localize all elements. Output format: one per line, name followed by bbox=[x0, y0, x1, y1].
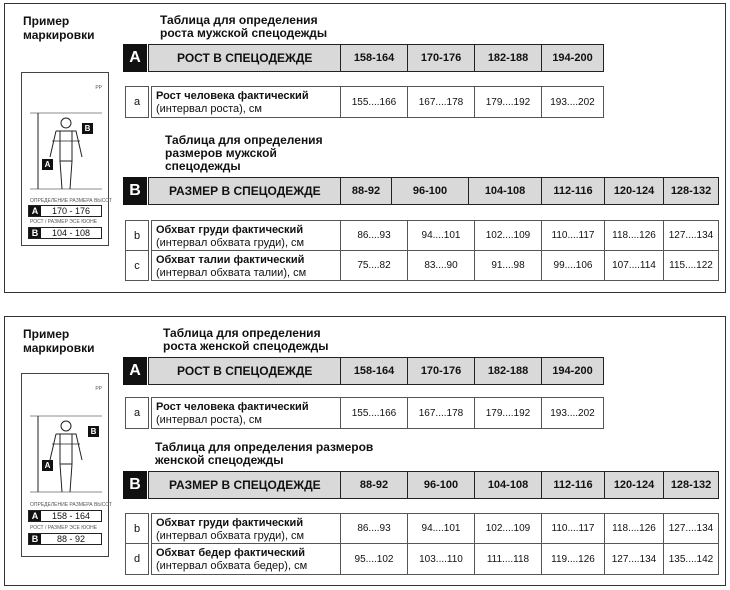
women-size-row-2-cell-1: 95....102 bbox=[340, 543, 408, 575]
women-size-key-badge: B bbox=[123, 471, 147, 499]
women-height-header-3: 182-188 bbox=[474, 357, 542, 385]
women-height-header-label bbox=[148, 357, 341, 385]
men-size-header-5: 120-124 bbox=[604, 177, 664, 205]
men-size-row-2-cell-5: 107....114 bbox=[604, 250, 664, 281]
men-size-header-3: 104-108 bbox=[468, 177, 542, 205]
women-size-header-text: РАЗМЕР В СПЕЦОДЕЖДЕ bbox=[169, 478, 321, 492]
men-height-row-label-note: (интервал роста), см bbox=[156, 103, 262, 115]
women-size-row-1-cell-3: 102....109 bbox=[474, 513, 542, 544]
men-height-header-label bbox=[148, 44, 341, 72]
women-tag-size-value: 88 - 92 bbox=[56, 534, 86, 544]
men-size-row-1-label-bold: Обхват груди фактический bbox=[156, 224, 304, 236]
women-size-row-2-cell-6: 135....142 bbox=[663, 543, 719, 575]
women-height-row-label-note: (интервал роста), см bbox=[156, 414, 262, 426]
women-height-row-label-bold: Рост человека фактический bbox=[156, 401, 309, 413]
women-size-header-1: 88-92 bbox=[340, 471, 408, 499]
women-size-header-label bbox=[148, 471, 341, 499]
women-tag-text-1: ОПРЕДЕЛЕНИЕ РАЗМЕРА ВЫСОТ bbox=[30, 502, 113, 508]
men-size-row-1-label bbox=[151, 220, 341, 251]
women-figure-badge-a: A bbox=[42, 460, 53, 471]
men-tag-height-value: 170 - 176 bbox=[51, 206, 91, 216]
women-tag-height-key: A bbox=[29, 511, 41, 521]
men-size-row-2-label-bold: Обхват талии фактический bbox=[156, 254, 305, 266]
men-size-row-1-cell-2: 94....101 bbox=[407, 220, 475, 251]
men-tag-size-value: 104 - 108 bbox=[51, 228, 91, 238]
men-size-row-2-cell-3: 91....98 bbox=[474, 250, 542, 281]
women-height-header-text: РОСТ В СПЕЦОДЕЖДЕ bbox=[177, 364, 313, 378]
women-tag-height-row bbox=[28, 510, 102, 522]
women-tag-text-2: РОСТ / РАЗМЕР ЭСЕ ЮОНЕ bbox=[30, 525, 98, 531]
men-size-row-1-cell-6: 127....134 bbox=[663, 220, 719, 251]
men-size-row-2-cell-6: 115....122 bbox=[663, 250, 719, 281]
men-height-cell-1: 155....166 bbox=[340, 86, 408, 118]
men-size-row-1-cell-1: 86....93 bbox=[340, 220, 408, 251]
women-size-row-2-key: d bbox=[125, 543, 149, 575]
men-tag-height-row bbox=[28, 205, 102, 217]
women-size-table-title: Таблица для определения размеров женской спецодежды bbox=[155, 440, 374, 467]
men-tag-height-key: A bbox=[29, 206, 41, 216]
women-height-row-key: a bbox=[125, 397, 149, 429]
men-size-row-1-cell-3: 102....109 bbox=[474, 220, 542, 251]
men-size-row-2-key: c bbox=[125, 250, 149, 281]
men-size-panel bbox=[4, 3, 726, 293]
men-tag-size-row bbox=[28, 227, 102, 239]
women-size-header-2: 96-100 bbox=[407, 471, 475, 499]
women-size-row-1-cell-5: 118....126 bbox=[604, 513, 664, 544]
women-figure-badge-b: B bbox=[88, 426, 99, 437]
men-height-header-text: РОСТ В СПЕЦОДЕЖДЕ bbox=[177, 51, 313, 65]
men-size-row-2-cell-1: 75....82 bbox=[340, 250, 408, 281]
women-size-row-1-label bbox=[151, 513, 341, 544]
women-size-row-2-cell-3: 111....118 bbox=[474, 543, 542, 575]
women-size-row-1-key: b bbox=[125, 513, 149, 544]
men-tag-text-1: ОПРЕДЕЛЕНИЕ РАЗМЕРА ВЫСОТ bbox=[30, 198, 113, 204]
women-tag-height-value: 158 - 164 bbox=[51, 511, 91, 521]
women-size-row-2-label-note: (интервал обхвата бедер), см bbox=[156, 560, 308, 572]
women-size-row-2-label-bold: Обхват бедер фактический bbox=[156, 547, 306, 559]
men-figure-badge-a: A bbox=[42, 159, 53, 170]
men-size-key-badge: B bbox=[123, 177, 147, 205]
women-tag-size-row bbox=[28, 533, 102, 545]
women-tag-size-key: B bbox=[29, 534, 41, 544]
men-height-cell-4: 193....202 bbox=[541, 86, 604, 118]
women-size-row-1-cell-4: 110....117 bbox=[541, 513, 605, 544]
women-size-row-1-label-bold: Обхват груди фактический bbox=[156, 517, 304, 529]
women-height-table-title: Таблица для определения роста женской спецодежды bbox=[163, 326, 329, 353]
men-size-row-1-label-note: (интервал обхвата груди), см bbox=[156, 237, 305, 249]
women-height-header-1: 158-164 bbox=[340, 357, 408, 385]
women-size-header-4: 112-116 bbox=[541, 471, 605, 499]
men-height-key-badge: A bbox=[123, 44, 147, 72]
women-size-row-1-cell-2: 94....101 bbox=[407, 513, 475, 544]
men-height-header-2: 170-176 bbox=[407, 44, 475, 72]
women-size-row-1-label-note: (интервал обхвата груди), см bbox=[156, 530, 305, 542]
women-size-row-2-cell-5: 127....134 bbox=[604, 543, 664, 575]
women-height-row-label bbox=[151, 397, 341, 429]
men-size-header-6: 128-132 bbox=[663, 177, 719, 205]
men-tag-mark: РР bbox=[95, 85, 102, 91]
women-tag-mark: РР bbox=[95, 386, 102, 392]
women-height-key-badge: A bbox=[123, 357, 147, 385]
men-size-row-2-label bbox=[151, 250, 341, 281]
men-height-header-3: 182-188 bbox=[474, 44, 542, 72]
men-size-header-text: РАЗМЕР В СПЕЦОДЕЖДЕ bbox=[169, 184, 321, 198]
men-tag-text-2: РОСТ / РАЗМЕР ЭСЕ ЮОНЕ bbox=[30, 219, 98, 225]
women-size-header-5: 120-124 bbox=[604, 471, 664, 499]
men-size-row-1-cell-5: 118....126 bbox=[604, 220, 664, 251]
men-figure-badge-b: B bbox=[82, 123, 93, 134]
women-height-cell-1: 155....166 bbox=[340, 397, 408, 429]
men-size-header-4: 112-116 bbox=[541, 177, 605, 205]
men-height-cell-2: 167....178 bbox=[407, 86, 475, 118]
men-body-figure-icon bbox=[22, 93, 108, 193]
women-size-panel bbox=[4, 316, 726, 586]
women-size-row-2-cell-2: 103....110 bbox=[407, 543, 475, 575]
women-height-cell-4: 193....202 bbox=[541, 397, 604, 429]
men-height-cell-3: 179....192 bbox=[474, 86, 542, 118]
women-size-header-6: 128-132 bbox=[663, 471, 719, 499]
women-body-figure-icon bbox=[22, 396, 108, 496]
men-example-label: Пример маркировки bbox=[23, 14, 95, 42]
men-height-row-key: a bbox=[125, 86, 149, 118]
men-height-header-4: 194-200 bbox=[541, 44, 604, 72]
women-height-cell-2: 167....178 bbox=[407, 397, 475, 429]
women-size-row-1-cell-6: 127....134 bbox=[663, 513, 719, 544]
men-size-table-title: Таблица для определения размеров мужской спецодежды bbox=[165, 133, 323, 173]
men-height-row-label bbox=[151, 86, 341, 118]
women-size-row-1-cell-1: 86....93 bbox=[340, 513, 408, 544]
men-size-row-2-cell-2: 83....90 bbox=[407, 250, 475, 281]
men-size-row-2-label-note: (интервал обхвата талии), см bbox=[156, 267, 307, 279]
men-height-row-label-bold: Рост человека фактический bbox=[156, 90, 309, 102]
women-label-tag bbox=[21, 373, 113, 557]
women-size-row-2-label bbox=[151, 543, 341, 575]
women-size-row-2-cell-4: 119....126 bbox=[541, 543, 605, 575]
men-size-row-1-key: b bbox=[125, 220, 149, 251]
men-size-row-2-cell-4: 99....106 bbox=[541, 250, 605, 281]
women-height-cell-3: 179....192 bbox=[474, 397, 542, 429]
men-height-table-title: Таблица для определения роста мужской спецодежды bbox=[160, 13, 328, 40]
men-tag-size-key: B bbox=[29, 228, 41, 238]
men-size-header-label bbox=[148, 177, 341, 205]
women-height-header-2: 170-176 bbox=[407, 357, 475, 385]
men-height-header-1: 158-164 bbox=[340, 44, 408, 72]
men-size-header-2: 96-100 bbox=[391, 177, 469, 205]
men-size-row-1-cell-4: 110....117 bbox=[541, 220, 605, 251]
women-height-header-4: 194-200 bbox=[541, 357, 604, 385]
men-size-header-1: 88-92 bbox=[340, 177, 392, 205]
men-label-tag bbox=[21, 72, 113, 246]
women-example-label: Пример маркировки bbox=[23, 327, 95, 355]
women-size-header-3: 104-108 bbox=[474, 471, 542, 499]
